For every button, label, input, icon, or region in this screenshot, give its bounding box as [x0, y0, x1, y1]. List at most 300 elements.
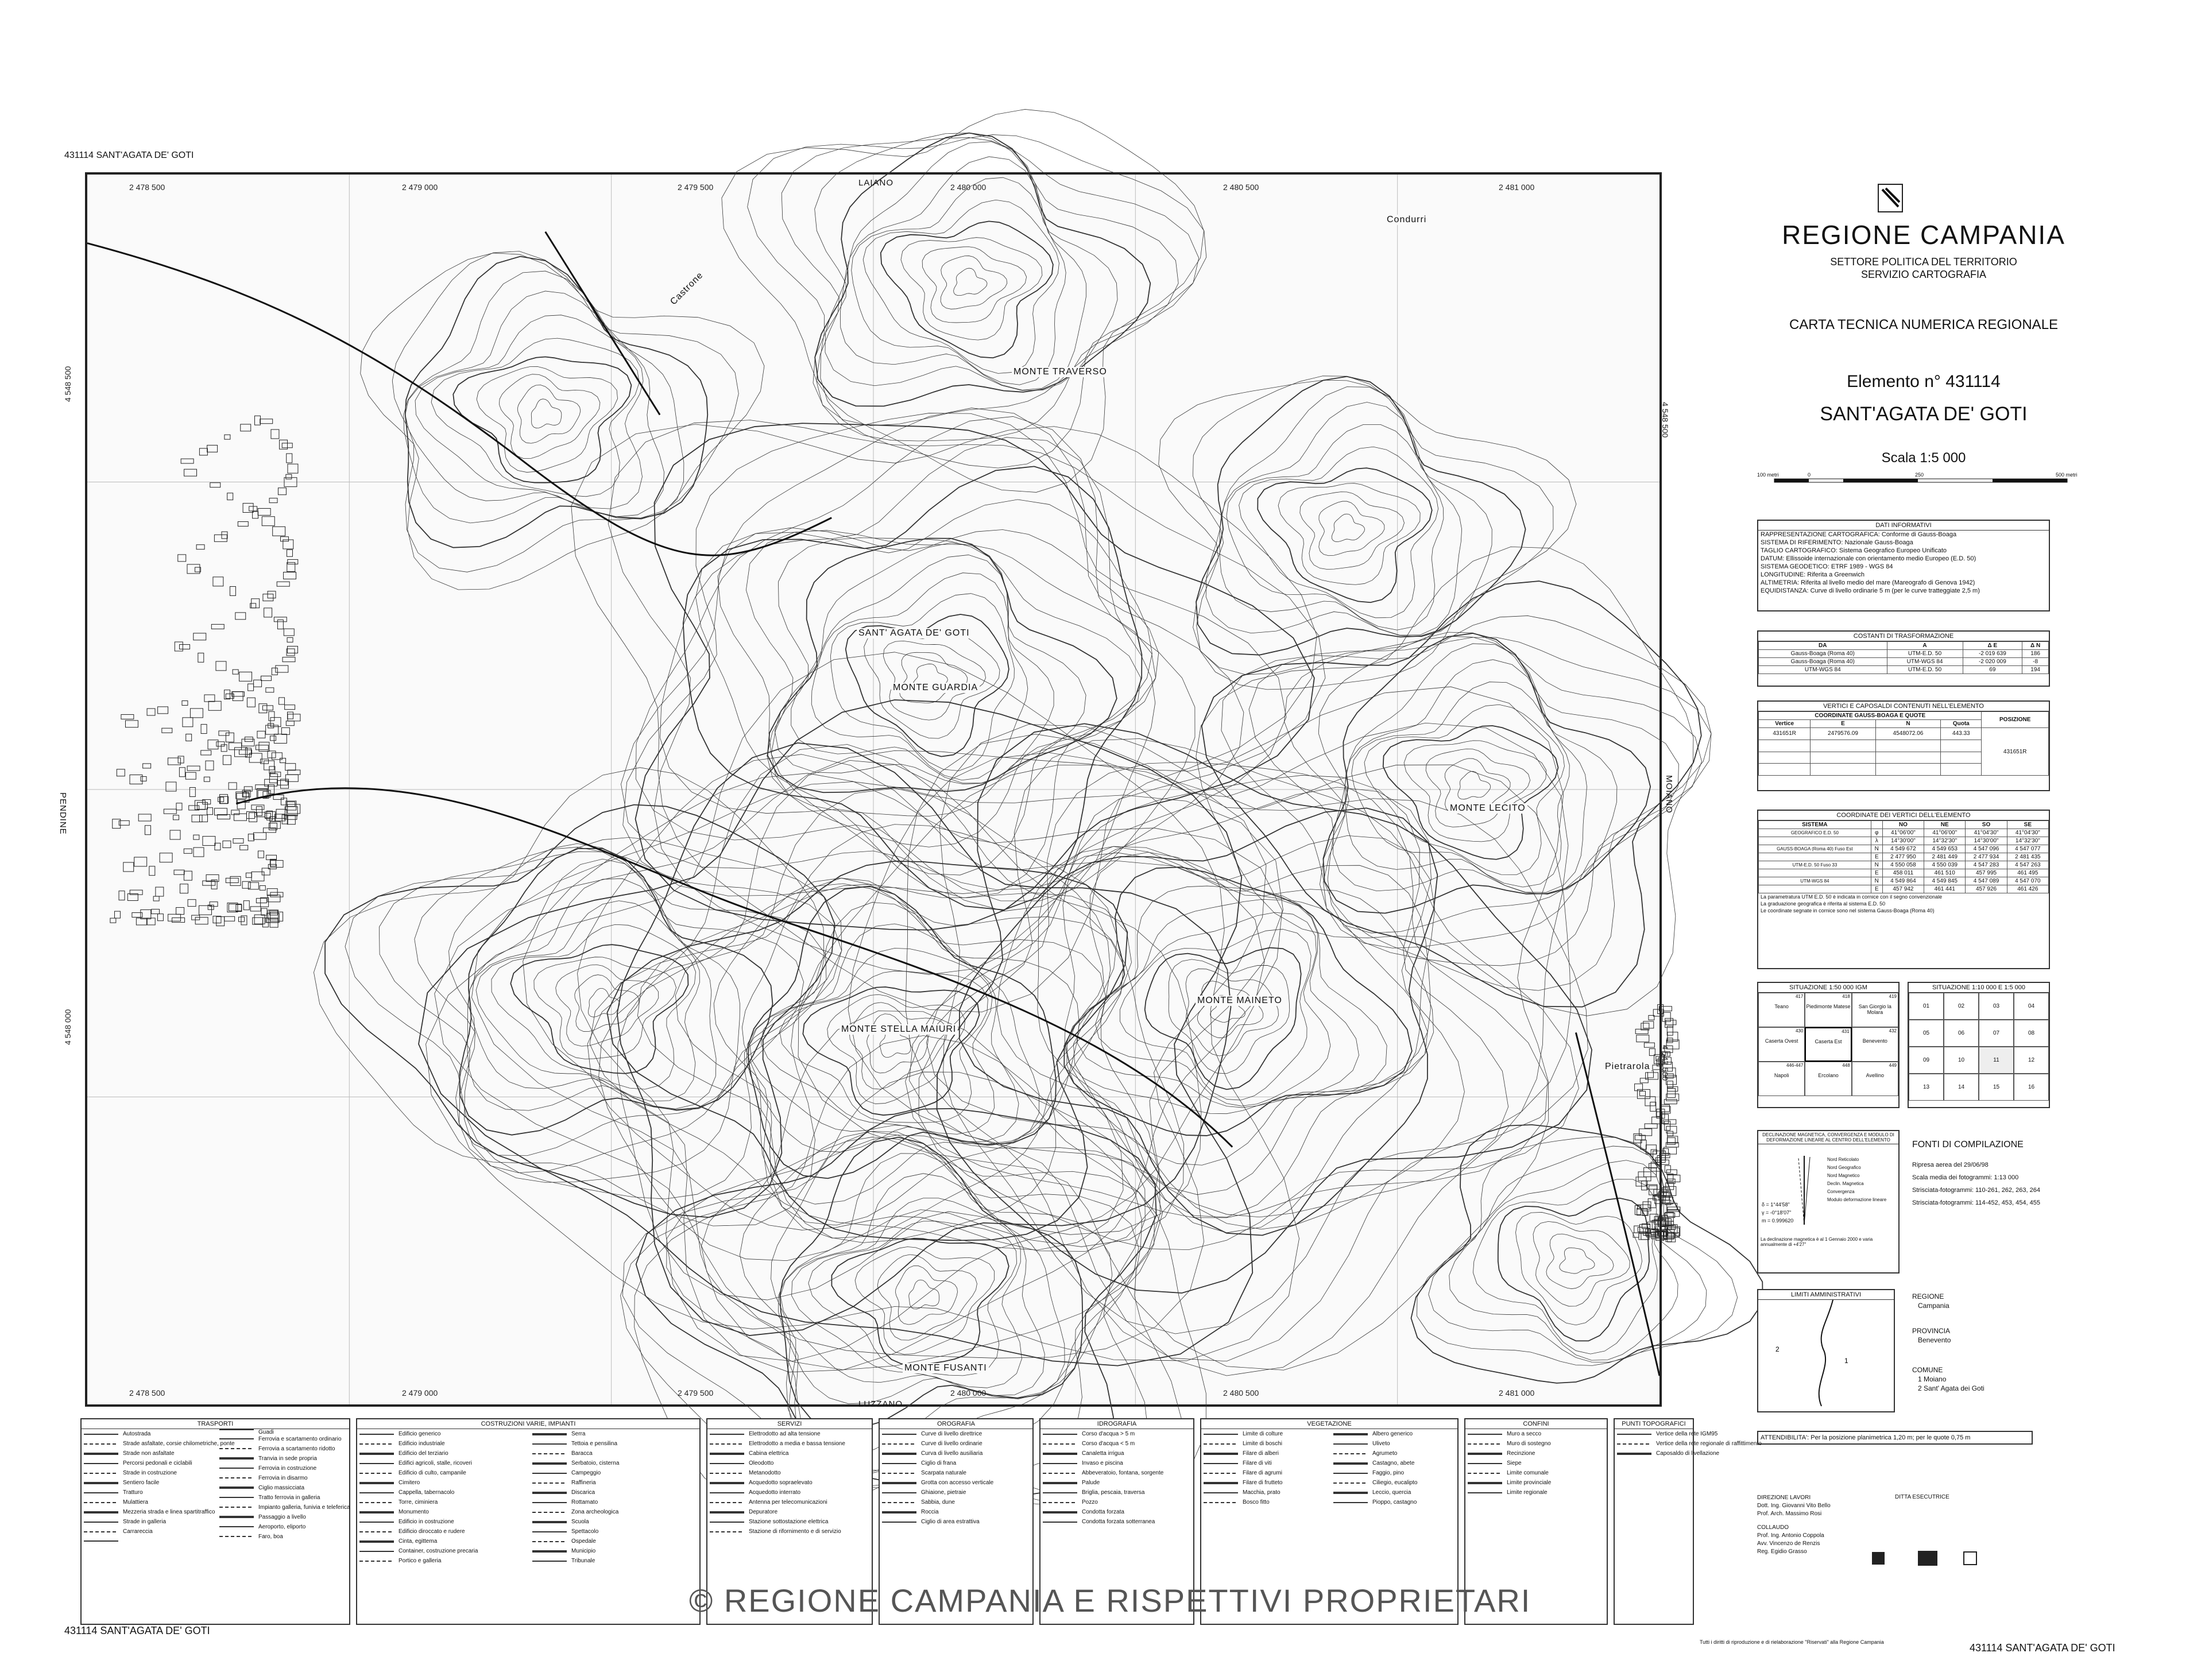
col-header: N	[1875, 720, 1940, 728]
legend-symbol-icon	[710, 1473, 744, 1474]
legend-symbol-icon	[1043, 1473, 1077, 1474]
sheet-name: Piedimonte Matese	[1806, 1004, 1851, 1009]
credit-name: Dott. Ing. Giovanni Vito Bello	[1757, 1503, 1831, 1509]
cell: 458 011	[1882, 869, 1924, 877]
building	[248, 834, 254, 841]
cell: 461 495	[2007, 869, 2048, 877]
contour-line	[1498, 1198, 1649, 1341]
building	[254, 915, 265, 924]
cell: 41°06'00"	[1882, 829, 1924, 837]
building	[214, 535, 227, 541]
building	[245, 748, 251, 757]
contour-line	[636, 423, 1314, 930]
building	[279, 698, 285, 704]
sheet-cell: 16	[2014, 1074, 2049, 1101]
building	[190, 709, 203, 718]
legend-item	[357, 1536, 527, 1546]
building	[216, 917, 225, 926]
contour-line	[415, 315, 643, 509]
building	[207, 445, 218, 452]
legend-item	[1465, 1439, 1607, 1449]
legend-label: Percorsi pedonali e ciclabili	[123, 1460, 192, 1466]
place-label: MONTE GUARDIA	[891, 683, 980, 693]
building	[285, 807, 297, 816]
legend-symbol-icon	[710, 1522, 744, 1523]
building	[225, 916, 235, 921]
building	[1644, 1043, 1654, 1047]
legend-symbol-icon	[84, 1443, 118, 1445]
building	[176, 803, 182, 810]
building	[138, 814, 151, 821]
legend-symbol-icon	[1043, 1522, 1077, 1523]
building	[261, 908, 267, 915]
building	[201, 750, 211, 755]
legend-symbol-icon	[84, 1511, 118, 1513]
building	[258, 851, 264, 858]
legend-label: Edificio del terziario	[399, 1450, 448, 1457]
contour-line	[1383, 726, 1558, 860]
building	[258, 508, 270, 515]
contour-line	[314, 768, 823, 1226]
box-header: LIMITI AMMINISTRATIVI	[1758, 1290, 1894, 1300]
legend-symbol-icon	[1333, 1443, 1368, 1445]
provincia-value: Benevento	[1918, 1336, 1951, 1344]
legend-label: Cimitero	[399, 1480, 420, 1486]
legend-item	[1331, 1468, 1457, 1478]
sheet-number: 449	[1889, 1063, 1897, 1068]
legend-symbol-icon	[532, 1561, 567, 1562]
legend-item	[357, 1488, 527, 1497]
contour-line	[392, 251, 738, 572]
legend-symbol-icon	[1043, 1443, 1077, 1445]
grid-coord-bottom: 2 479 500	[678, 1388, 714, 1398]
legend-item	[357, 1527, 527, 1536]
building	[266, 918, 278, 923]
modulus-value: m = 0.999620	[1762, 1218, 1794, 1224]
cell: 4 547 096	[1966, 845, 2007, 853]
building	[194, 835, 199, 839]
contour-line	[617, 743, 1231, 1336]
cell: 4 547 263	[2007, 861, 2048, 869]
legend-label: Castagno, abete	[1372, 1460, 1415, 1466]
building	[223, 841, 231, 848]
legend-symbol-icon	[359, 1434, 394, 1435]
legend-symbol-icon	[84, 1492, 118, 1493]
legend-item: Nord Magnetico	[1827, 1173, 1860, 1178]
box-header: DATI INFORMATIVI	[1758, 521, 2049, 531]
legend-item	[217, 1532, 349, 1542]
building	[1643, 1021, 1654, 1028]
sheet-cell	[1805, 1027, 1851, 1062]
map-frame[interactable]	[85, 172, 1662, 1407]
sheet-cell: 03	[1979, 993, 2014, 1020]
sheet-footer-left: 431114 SANT'AGATA DE' GOTI	[64, 1625, 210, 1636]
building	[1639, 1129, 1652, 1136]
cell: N	[1871, 845, 1882, 853]
info-row: RAPPRESENTAZIONE CARTOGRAFICA: Conforme di Gauss-Boaga	[1761, 531, 1957, 538]
legend-label: Passaggio a livello	[258, 1513, 306, 1520]
cell: 4 547 077	[2007, 845, 2048, 853]
cell: E	[1871, 869, 1882, 877]
legend-label: Ferrovia a scartamento ridotto	[258, 1445, 335, 1452]
col-header: Vertice	[1759, 720, 1811, 728]
cell: 69	[1963, 666, 2022, 674]
grid-coord-right: 4 547 500	[1661, 1045, 1670, 1081]
legend-label: Tettoia e pensilina	[571, 1441, 618, 1447]
legend-symbol-icon	[359, 1482, 394, 1484]
building	[243, 901, 249, 910]
legend-label: Serra	[571, 1431, 586, 1437]
legend-label: Macchia, prato	[1243, 1489, 1281, 1496]
legend-symbol-icon	[532, 1502, 567, 1503]
contour-line	[471, 781, 1283, 1369]
legend-symbol-icon	[1204, 1443, 1238, 1445]
grid-coord-top: 2 479 500	[678, 183, 714, 192]
note: La parametratura UTM E.D. 50 è indicata in cornice con il segno convenzionale	[1761, 894, 1943, 900]
sheet-cell: 15	[1979, 1074, 2014, 1101]
legend-symbol-icon	[1043, 1482, 1077, 1484]
contour-line	[1067, 852, 1428, 1165]
legend-symbol-icon	[359, 1511, 394, 1513]
cell: 461 426	[2007, 885, 2048, 893]
building	[260, 419, 273, 424]
building	[229, 783, 237, 789]
col-header: E	[1811, 720, 1875, 728]
legend-item	[82, 1449, 214, 1458]
sheet-cell: 09	[1909, 1047, 1944, 1074]
legend-symbol-icon	[1617, 1453, 1651, 1455]
building	[244, 787, 252, 791]
building	[221, 745, 227, 752]
building	[213, 577, 223, 586]
position-cell	[1982, 728, 2049, 776]
building	[254, 416, 260, 425]
legend-label: Tratto ferrovia in galleria	[258, 1494, 320, 1501]
legend-symbol-icon	[219, 1448, 254, 1449]
legend-label: Carrareccia	[123, 1528, 153, 1535]
contour-line	[852, 177, 1066, 385]
cell: 4 547 283	[1966, 861, 2007, 869]
legend-item	[217, 1522, 349, 1532]
col-header: NO	[1882, 821, 1924, 829]
contour-line	[1220, 402, 1462, 636]
legend-label: Raffineria	[571, 1480, 596, 1486]
building	[243, 792, 249, 797]
building	[260, 885, 265, 890]
building	[273, 795, 284, 799]
declination-legend	[1827, 1156, 1886, 1204]
legend-item: Nord Reticolato	[1827, 1157, 1859, 1162]
building	[270, 772, 281, 777]
building	[287, 454, 292, 463]
legend-symbol-icon	[359, 1453, 394, 1455]
building	[145, 826, 150, 835]
contour-line	[621, 408, 1243, 890]
legend-item	[1201, 1468, 1328, 1478]
sheet-name: Caserta Est	[1815, 1039, 1842, 1044]
legend-label: Edificio in costruzione	[399, 1519, 454, 1525]
legend-label: Scarpata naturale	[921, 1470, 966, 1476]
building	[229, 743, 242, 750]
legend-label: Edificio di culto, campanile	[399, 1470, 466, 1476]
legend-label: Ciglio di frana	[921, 1460, 957, 1466]
sheet-cell: 12	[2014, 1047, 2049, 1074]
legend-item	[530, 1556, 699, 1566]
building	[242, 739, 254, 746]
sheet-number: 448	[1842, 1063, 1850, 1068]
cell: 4 549 845	[1924, 877, 1966, 885]
legend-item	[1201, 1439, 1328, 1449]
building	[284, 629, 294, 636]
fonti-row: Scala media dei fotogrammi: 1:13 000	[1912, 1174, 2019, 1181]
cell: 41°04'30"	[1966, 829, 2007, 837]
contour-line	[1258, 468, 1432, 602]
topographic-map	[87, 175, 1659, 1404]
legend-header: SERVIZI	[707, 1419, 872, 1429]
contour-line	[1429, 1146, 1707, 1362]
contour-line	[325, 805, 835, 1218]
col-header	[1871, 821, 1882, 829]
building	[238, 522, 248, 527]
building	[256, 899, 266, 903]
legend-symbol-icon	[882, 1443, 916, 1445]
sheet-number: 432	[1889, 1028, 1897, 1033]
legend-symbol-icon	[710, 1492, 744, 1493]
legend-symbol-icon	[710, 1434, 744, 1435]
legend-item	[880, 1468, 1032, 1478]
col-header: POSIZIONE	[1982, 712, 2049, 728]
legend-item	[1615, 1429, 1718, 1439]
box-header: SITUAZIONE 1:10 000 E 1:5 000	[1909, 983, 2049, 993]
building	[223, 756, 231, 765]
building	[114, 911, 120, 918]
cell: 457 942	[1882, 885, 1924, 893]
legend-item	[707, 1458, 872, 1468]
sheet-cell: 14	[1944, 1074, 1979, 1101]
legend-label: Monumento	[399, 1509, 429, 1515]
legend-symbol-icon	[1204, 1473, 1238, 1474]
building	[270, 736, 276, 741]
legend-symbol-icon	[219, 1516, 254, 1518]
building	[143, 764, 151, 768]
legend-item	[1465, 1458, 1607, 1468]
legend-symbol-icon	[1468, 1434, 1502, 1435]
product-title: CARTA TECNICA NUMERICA REGIONALE	[1789, 317, 2059, 332]
legend-label: Canaletta irrigua	[1082, 1450, 1124, 1457]
legend-symbol-icon	[359, 1551, 394, 1552]
collaudo-label: COLLAUDO	[1757, 1524, 1789, 1531]
building	[195, 918, 208, 924]
cell: 4548072.06	[1875, 728, 1940, 740]
fonti-list	[1912, 1159, 2040, 1209]
legend-label: Zona archeologica	[571, 1509, 619, 1515]
building	[1638, 1172, 1651, 1181]
legend-item	[707, 1439, 872, 1449]
legend-label: Edificio diroccato e rudere	[399, 1528, 465, 1535]
building	[185, 772, 196, 779]
legend-label: Faggio, pino	[1372, 1470, 1405, 1476]
sheet-cell: 07	[1979, 1020, 2014, 1047]
legend-label: Edificio generico	[399, 1431, 441, 1437]
limiti-box	[1757, 1289, 1895, 1412]
legend-item	[707, 1449, 872, 1458]
building	[199, 905, 212, 915]
contour-line	[510, 944, 688, 1074]
credit-name: Reg. Egidio Grasso	[1757, 1549, 1807, 1555]
cell: N	[1871, 861, 1882, 869]
legend-symbol-icon	[219, 1477, 254, 1478]
cell: E	[1871, 885, 1882, 893]
legend-label: Recinzione	[1507, 1450, 1535, 1457]
comune-label: COMUNE	[1912, 1366, 1943, 1374]
building	[1635, 1135, 1645, 1140]
building	[204, 777, 210, 781]
legend-item: Convergenza	[1827, 1189, 1855, 1194]
legend-label: Vertice della rete IGM95	[1656, 1431, 1718, 1437]
place-label: MONTE LECITO	[1448, 803, 1527, 814]
legend-item	[530, 1468, 699, 1478]
legend-item	[357, 1507, 527, 1517]
legend-symbol-icon	[882, 1511, 916, 1513]
building	[207, 808, 213, 815]
legend-symbol-icon	[710, 1463, 744, 1464]
legend-label: Strade asfaltate, corsie chilometriche, ponte	[123, 1441, 235, 1447]
building	[270, 892, 283, 897]
cell: 14°30'00"	[1966, 837, 2007, 845]
info-row: ALTIMETRIA: Riferita al livello medio del mare (Mareografo di Genova 1942)	[1761, 579, 1975, 586]
building	[286, 474, 292, 479]
legend-symbol-icon	[84, 1522, 118, 1523]
legend-item	[82, 1497, 214, 1507]
fonti-row: Ripresa aerea del 29/06/98	[1912, 1162, 1989, 1168]
legend-symbol-icon	[532, 1521, 567, 1523]
contour-line	[1458, 771, 1491, 799]
cell: Gauss-Boaga (Roma 40)	[1759, 650, 1887, 658]
legend-item	[357, 1449, 527, 1458]
legend-label: Aeroporto, eliporto	[258, 1523, 306, 1530]
comune-item: 2 Sant' Agata dei Goti	[1918, 1384, 1984, 1392]
building	[1661, 1105, 1669, 1112]
legend-symbol-icon	[1617, 1443, 1651, 1445]
cell	[1759, 869, 1871, 877]
legend-label: Pioppo, castagno	[1372, 1499, 1417, 1505]
contour-line	[379, 851, 841, 1182]
building	[230, 876, 241, 885]
contour-line	[1227, 424, 1444, 630]
legend-symbol-icon	[882, 1473, 916, 1474]
contour-line	[588, 989, 619, 1017]
building	[247, 698, 255, 707]
building	[248, 684, 254, 691]
sheet-name: Ercolano	[1818, 1073, 1839, 1078]
legend-item	[1201, 1488, 1328, 1497]
legend-item	[82, 1429, 214, 1439]
legend-symbol-icon	[359, 1443, 394, 1445]
legend-item	[217, 1464, 349, 1473]
region-title: REGIONE CAMPANIA	[1782, 220, 2065, 250]
legend-item	[357, 1458, 527, 1468]
contour-line	[607, 861, 1127, 1241]
building	[277, 620, 283, 629]
info-row: TAGLIO CARTOGRAFICO: Sistema Geografico Europeo Unificato	[1761, 547, 1947, 554]
building	[239, 917, 245, 922]
legend-label: Vertice della rete regionale di raffittimento	[1656, 1441, 1762, 1447]
legend-item	[1040, 1449, 1193, 1458]
dati-informativi-box	[1757, 520, 2050, 611]
legend-label: Briglia, pescaia, traversa	[1082, 1489, 1145, 1496]
legend-item	[530, 1488, 699, 1497]
cell: N	[1871, 877, 1882, 885]
building	[172, 918, 185, 922]
contour-line	[863, 200, 1059, 373]
legend-symbol-icon	[219, 1536, 254, 1537]
building	[239, 672, 252, 681]
cell: Gauss-Boaga (Roma 40)	[1759, 658, 1887, 666]
building	[179, 768, 185, 777]
legend-symbol-icon	[882, 1522, 916, 1523]
legend-item	[1615, 1439, 1762, 1449]
contour-line	[578, 754, 1265, 1361]
edge-right-label: MOIANO	[1664, 775, 1674, 814]
building	[210, 483, 220, 487]
legend-symbol-icon	[359, 1463, 394, 1464]
legend-item	[530, 1527, 699, 1536]
building	[225, 435, 230, 439]
building	[215, 843, 220, 850]
building	[288, 712, 293, 719]
building	[216, 742, 225, 746]
building	[272, 753, 282, 760]
building	[121, 714, 134, 719]
legend-label: Ferrovia e scartamento ordinario	[258, 1435, 342, 1442]
legend-symbol-icon	[359, 1531, 394, 1532]
legend-symbol-icon	[710, 1443, 744, 1445]
col-header: NE	[1924, 821, 1966, 829]
legend-label: Municipio	[571, 1548, 596, 1554]
grid-coord-left: 4 548 500	[63, 366, 72, 402]
building	[1649, 1186, 1657, 1195]
legend-label: Elettrodotto ad alta tensione	[749, 1431, 821, 1437]
legend-item	[1201, 1429, 1328, 1439]
sheet-name: San Giorgio la Molara	[1858, 1004, 1891, 1015]
building	[162, 728, 172, 733]
building	[262, 517, 274, 526]
building	[219, 731, 229, 736]
contour-line	[922, 247, 1026, 323]
legend-label: Uliveto	[1372, 1441, 1390, 1447]
building	[206, 761, 214, 770]
building	[147, 709, 155, 715]
contour-line	[1404, 741, 1546, 842]
building	[211, 880, 217, 889]
legend-symbol-icon	[710, 1502, 744, 1503]
building	[287, 649, 295, 656]
contour-line	[1332, 514, 1364, 541]
legend-symbol-icon	[532, 1512, 567, 1513]
legend-label: Torre, ciminiera	[399, 1499, 438, 1505]
legend-item	[1331, 1449, 1457, 1458]
building	[192, 815, 202, 822]
legend-item	[530, 1536, 699, 1546]
building	[1659, 1007, 1672, 1011]
building	[261, 676, 272, 680]
grid-coord-top: 2 479 000	[402, 183, 438, 192]
contour-line	[849, 1002, 947, 1089]
building	[284, 572, 296, 579]
building	[222, 532, 227, 539]
building	[246, 873, 252, 877]
building	[180, 645, 190, 649]
